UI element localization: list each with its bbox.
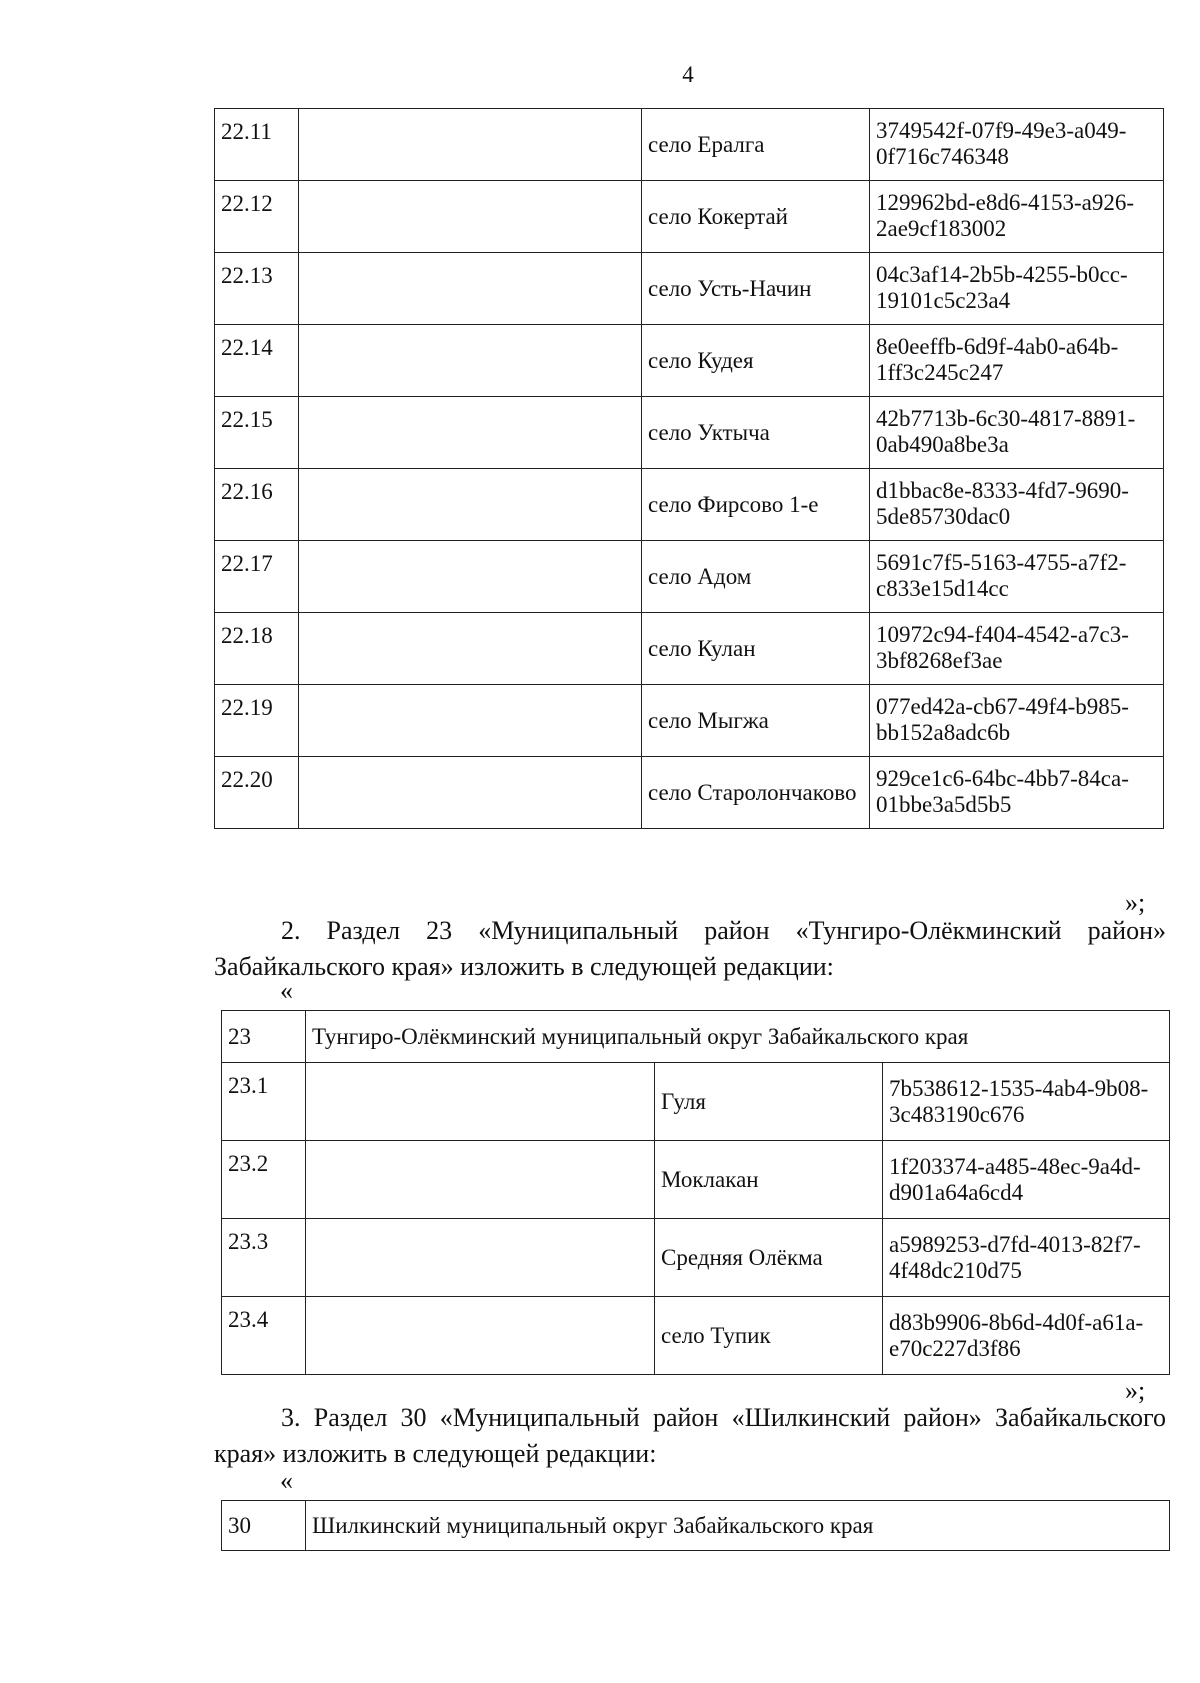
table-row — [222, 1141, 1170, 1219]
row-number: 22.15 — [215, 397, 299, 469]
table-row — [215, 613, 1164, 685]
settlement-name: село Кудея — [642, 325, 870, 397]
row-number: 22.16 — [215, 469, 299, 541]
row-number: 22.14 — [215, 325, 299, 397]
settlement-name: село Фирсово 1-е — [642, 469, 870, 541]
row-number: 23.4 — [222, 1297, 306, 1375]
settlements-table-30 — [221, 1500, 1170, 1551]
table-row — [215, 325, 1164, 397]
closing-quote: »; — [1125, 888, 1146, 917]
settlement-name: село Усть-Начин — [642, 253, 870, 325]
settlement-id: 1f203374-a485-48ec-9a4d-d901a64a6cd4 — [883, 1141, 1170, 1219]
settlement-id: 42b7713b-6c30-4817-8891-0ab490a8be3a — [870, 397, 1164, 469]
row-number: 22.19 — [215, 685, 299, 757]
settlement-id: 5691c7f5-5163-4755-a7f2-c833e15d14cc — [870, 541, 1164, 613]
table-row — [215, 109, 1164, 181]
settlement-id: 929ce1c6-64bc-4bb7-84ca-01bbe3a5d5b5 — [870, 757, 1164, 829]
table-row — [215, 253, 1164, 325]
settlement-name: село Мыгжа — [642, 685, 870, 757]
settlement-name: Моклакан — [655, 1141, 883, 1219]
table-row — [215, 541, 1164, 613]
row-name — [299, 541, 642, 613]
table-row — [215, 181, 1164, 253]
table-row — [222, 1219, 1170, 1297]
closing-quote: »; — [1125, 1376, 1146, 1405]
row-number: 22.13 — [215, 253, 299, 325]
settlement-id: 7b538612-1535-4ab4-9b08-3c483190c676 — [883, 1063, 1170, 1141]
settlement-id: 04c3af14-2b5b-4255-b0cc-19101c5c23a4 — [870, 253, 1164, 325]
row-name — [306, 1219, 655, 1297]
row-name — [299, 109, 642, 181]
settlement-name: село Тупик — [655, 1297, 883, 1375]
section-number: 23 — [222, 1011, 306, 1063]
row-name — [299, 757, 642, 829]
row-name — [299, 613, 642, 685]
settlement-name: село Кокертай — [642, 181, 870, 253]
row-name — [299, 253, 642, 325]
settlement-name: село Ералга — [642, 109, 870, 181]
settlements-table-22 — [214, 108, 1164, 829]
row-number: 22.20 — [215, 757, 299, 829]
row-number: 23.2 — [222, 1141, 306, 1219]
row-number: 22.17 — [215, 541, 299, 613]
row-name — [306, 1141, 655, 1219]
settlement-id: d1bbac8e-8333-4fd7-9690-5de85730dac0 — [870, 469, 1164, 541]
settlements-table-23 — [221, 1010, 1170, 1375]
settlement-name: Средняя Олёкма — [655, 1219, 883, 1297]
row-name — [299, 685, 642, 757]
settlement-id: a5989253-d7fd-4013-82f7-4f48dc210d75 — [883, 1219, 1170, 1297]
opening-quote: « — [280, 1466, 293, 1495]
row-number: 22.12 — [215, 181, 299, 253]
settlement-name: Гуля — [655, 1063, 883, 1141]
row-name — [299, 397, 642, 469]
table-row — [222, 1063, 1170, 1141]
settlement-name: село Кулан — [642, 613, 870, 685]
section-number: 30 — [222, 1501, 306, 1551]
table-row — [222, 1297, 1170, 1375]
section-title: Шилкинский муниципальный округ Забайкальского края — [306, 1501, 1170, 1551]
table-row — [215, 469, 1164, 541]
settlement-id: 10972c94-f404-4542-a7c3-3bf8268ef3ae — [870, 613, 1164, 685]
settlement-id: 3749542f-07f9-49e3-a049-0f716c746348 — [870, 109, 1164, 181]
settlement-name: село Адом — [642, 541, 870, 613]
table-row — [215, 757, 1164, 829]
row-name — [299, 181, 642, 253]
row-name — [306, 1063, 655, 1141]
row-number: 22.18 — [215, 613, 299, 685]
table-row — [215, 685, 1164, 757]
row-number: 23.3 — [222, 1219, 306, 1297]
settlement-id: 077ed42a-cb67-49f4-b985-bb152a8adc6b — [870, 685, 1164, 757]
paragraph-section-30: 3. Раздел 30 «Муниципальный район «Шилкинский район» Забайкальского края» изложить в следующей редакции: — [214, 1403, 1166, 1468]
row-number: 23.1 — [222, 1063, 306, 1141]
section-title: Тунгиро-Олёкминский муниципальный округ Забайкальского края — [306, 1011, 1170, 1063]
settlement-id: 129962bd-e8d6-4153-a926-2ae9cf183002 — [870, 181, 1164, 253]
table-header-row — [222, 1501, 1170, 1551]
row-name — [299, 325, 642, 397]
settlement-id: 8e0eeffb-6d9f-4ab0-a64b-1ff3c245c247 — [870, 325, 1164, 397]
settlement-id: d83b9906-8b6d-4d0f-a61a-e70c227d3f86 — [883, 1297, 1170, 1375]
table-row — [215, 397, 1164, 469]
page-number: 4 — [682, 62, 694, 87]
paragraph-section-23: 2. Раздел 23 «Муниципальный район «Тунгиро-Олёкминский район» Забайкальского края» изложить в следующей редакции: — [214, 916, 1166, 981]
settlement-name: село Старолончаково — [642, 757, 870, 829]
table-header-row — [222, 1011, 1170, 1063]
settlement-name: село Уктыча — [642, 397, 870, 469]
opening-quote: « — [280, 976, 293, 1005]
row-number: 22.11 — [215, 109, 299, 181]
row-name — [299, 469, 642, 541]
row-name — [306, 1297, 655, 1375]
